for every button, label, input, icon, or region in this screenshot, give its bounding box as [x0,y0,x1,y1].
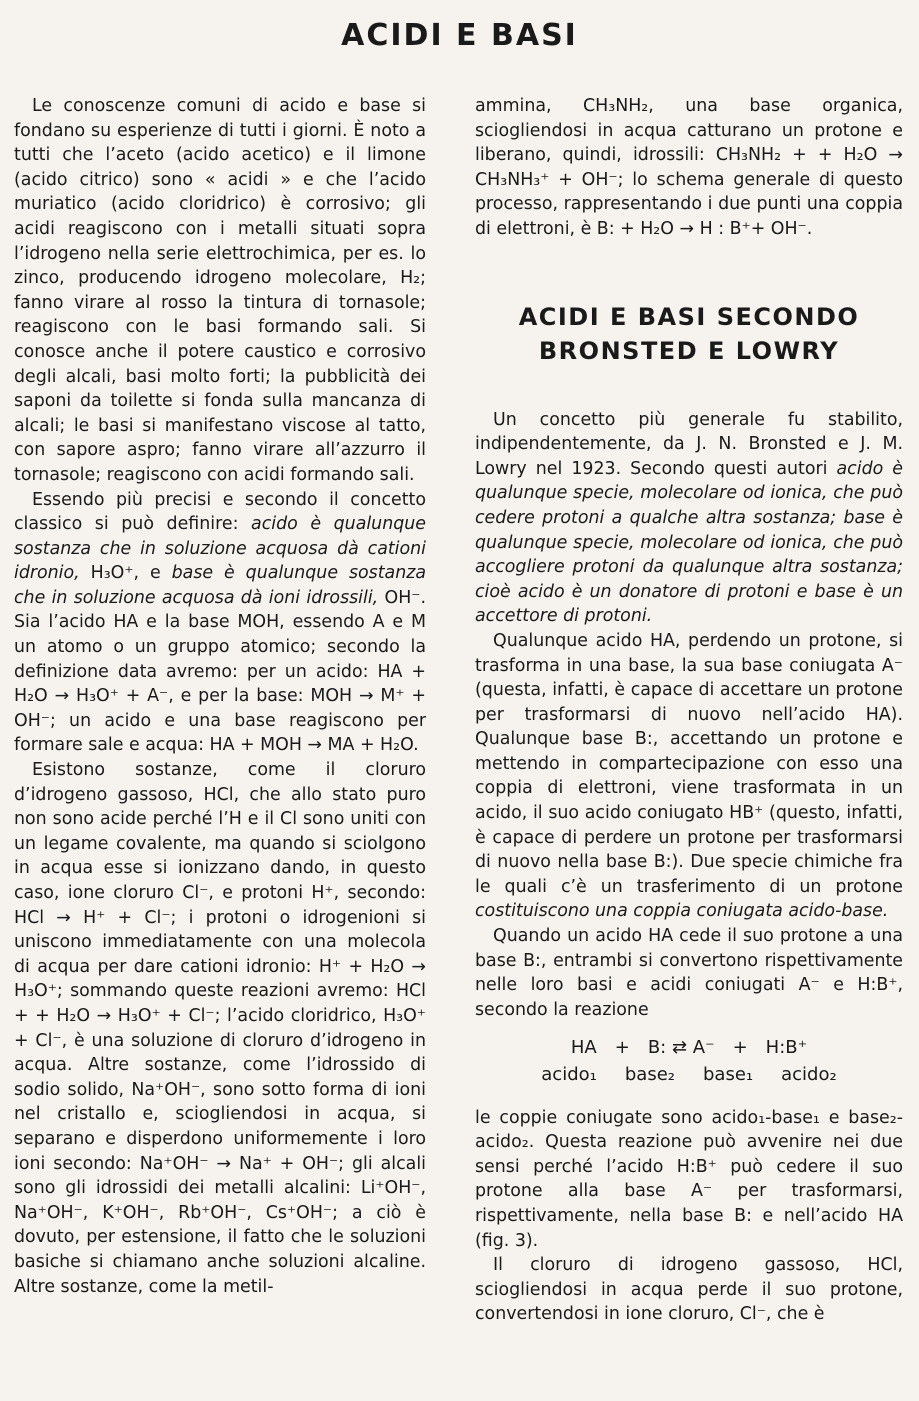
paragraph-definition [14,488,426,759]
right-column [475,94,903,1327]
italic-text: base è qualunque sostanza che in soluzione acquosa dà ioni idrossili, [14,563,426,608]
paragraph: le coppie coniugate sono acido₁-base₁ e base₂-acido₂. Questa reazione può avvenire nei due sensi perché l’acido H:B⁺ può cedere il suo protone alla base A⁻ per trasformarsi, rispettivamente, nella base B: e nell’acido HA (fig. 3). [475,1107,903,1251]
paragraph-text: Qualunque acido HA, perdendo un protone, si trasforma in una base, la sua base coniugata A⁻ (questa, infatti, è capace di accettare un protone per trasformarsi di nuovo nell’acido HA). Qualunque base B:, accettando un protone e mettendo in compartecipazione con esso una coppia di elettroni, viene trasformata in un acido, il suo acido coniugato HB⁺ (questo, infatti, è capace di perdere un protone per trasformarsi di nuovo nella base B:). Due specie chimiche fra le quali c’è un trasferimento di un protone [475,630,903,897]
italic-text: costituiscono una coppia coniugata acido-base. [475,901,889,922]
section-title [475,300,903,368]
paragraph: Esistono sostanze, come il cloruro d’idrogeno gassoso, HCl, che allo stato puro non sono acide perché l’H e il Cl sono uniti con un legame covalente, ma quando si sciolgono in acqua esse si ionizzano dando, in questo caso, ione cloruro Cl⁻, e protoni H⁺, secondo: HCl → H⁺ + Cl⁻; i protoni o idrogenioni si uniscono immediatamente con una molecola di acqua per dare cationi idronio: H⁺ + H₂O → H₃O⁺; sommando queste reazioni avremo: HCl + + H₂O → H₃O⁺ + Cl⁻; l’acido cloridrico, H₃O⁺ + Cl⁻, è una soluzione di cloruro d’idrogeno in acqua. Altre sostanze, come l’idrossido di sodio solido, Na⁺OH⁻, sono sotto forma di ioni nel cristallo e, sciogliendosi in acqua, si separano e disperdono uniformemente i loro ioni secondo: Na⁺OH⁻ → Na⁺ + OH⁻; gli alcali sono gli idrossidi dei metalli alcalini: Li⁺OH⁻, Na⁺OH⁻, K⁺OH⁻, Rb⁺OH⁻, Cs⁺OH⁻; a ciò è dovuto, per estensione, il fatto che le soluzioni basiche si chiamano anche soluzioni alcaline. Altre sostanze, come la metil- [14,760,426,1297]
section-title-line: ACIDI E BASI SECONDO [518,302,860,331]
reaction-operator: + [732,1037,748,1059]
paragraph: ammina, CH₃NH₂, una base organica, sciogliendosi in acqua catturano un protone e liberano, quindi, idrossili: CH₃NH₂ + + H₂O → CH₃NH₃⁺ + OH⁻; lo schema generale di questo processo, rappresentando i due punti una coppia di elettroni, è B: + H₂O → H : B⁺+ OH⁻. [475,96,903,239]
reaction-term: H:B⁺ [765,1037,808,1059]
italic-text: acido è qualunque specie, molecolare od ionica, che può cedere protoni a qualche altra sostanza; base è qualunque specie, molecolare od ionica, che può accogliere protoni da qualunque altra sostanza; cioè acido è un donatore di protoni e base è un accettore di protoni. [475,458,903,627]
italic-text: acido è qualunque sostanza che in soluzione acquosa dà cationi idronio, [14,514,426,584]
reaction-label: base₂ [624,1064,675,1085]
paragraph-text: Essendo più precisi e secondo il concetto classico si può definire: [14,489,426,535]
reaction-term: B: ⇄ A⁻ [647,1037,715,1059]
paragraph-text: H₃O⁺, e [79,563,172,584]
paragraph [475,629,903,924]
page-title: ACIDI E BASI [341,18,578,53]
reaction-label: acido₂ [781,1064,837,1085]
paragraph-text: OH⁻. Sia l’acido HA e la base MOH, essendo A e M un atomo o un gruppo atomico; secondo la definizione data avremo: per un acido: HA + H₂O → H₃O⁺ + A⁻, e per la base: MOH → M⁺ + OH⁻; un acido e una base reagiscono per formare sale e acqua: HA + MOH → MA + H₂O. [14,587,426,756]
reaction-label: base₁ [703,1064,754,1085]
left-column [14,94,426,1299]
paragraph [475,408,903,629]
paragraph: Il cloruro di idrogeno gassoso, HCl, sciogliendosi in acqua perde il suo protone, convertendosi in ione cloruro, Cl⁻, che è [475,1255,903,1325]
paragraph: Le conoscenze comuni di acido e base si fondano su esperienze di tutti i giorni. È noto a tutti che l’aceto (acido acetico) e il limone (acido citrico) sono « acidi » e che l’acido muriatico (acido cloridrico) è corrosivo; gli acidi reagiscono con i metalli situati sopra l’idrogeno nella serie elettrochimica, per es. lo zinco, producendo idrogeno molecolare, H₂; fanno virare al rosso la tintura di tornasole; reagiscono con le basi formando sali. Si conosce anche il potere caustico e corrosivo degli alcali, basi molto forti; la pubblicità dei saponi da toilette si fonda sulla mancanza di alcali; le basi si manifestano viscose al tatto, con sapore aspro; fanno virare all’azzurro il tornasole; reagiscono con acidi formando sali. [14,96,426,485]
section-title-line: BRONSTED E LOWRY [538,336,840,365]
reaction-operator: + [614,1037,630,1059]
paragraph: Quando un acido HA cede il suo protone a una base B:, entrambi si convertono rispettivamente nelle loro basi e acidi coniugati A⁻ e H:B⁺, secondo la reazione [475,926,903,1020]
reaction-term: HA [570,1037,597,1059]
paragraph-text: Un concetto più generale fu stabilito, indipendentemente, da J. N. Bronsted e J. M. Lowry nel 1923. Secondo questi autori [475,409,903,479]
reaction-label: acido₁ [541,1064,597,1085]
reaction-equation [475,1036,903,1087]
